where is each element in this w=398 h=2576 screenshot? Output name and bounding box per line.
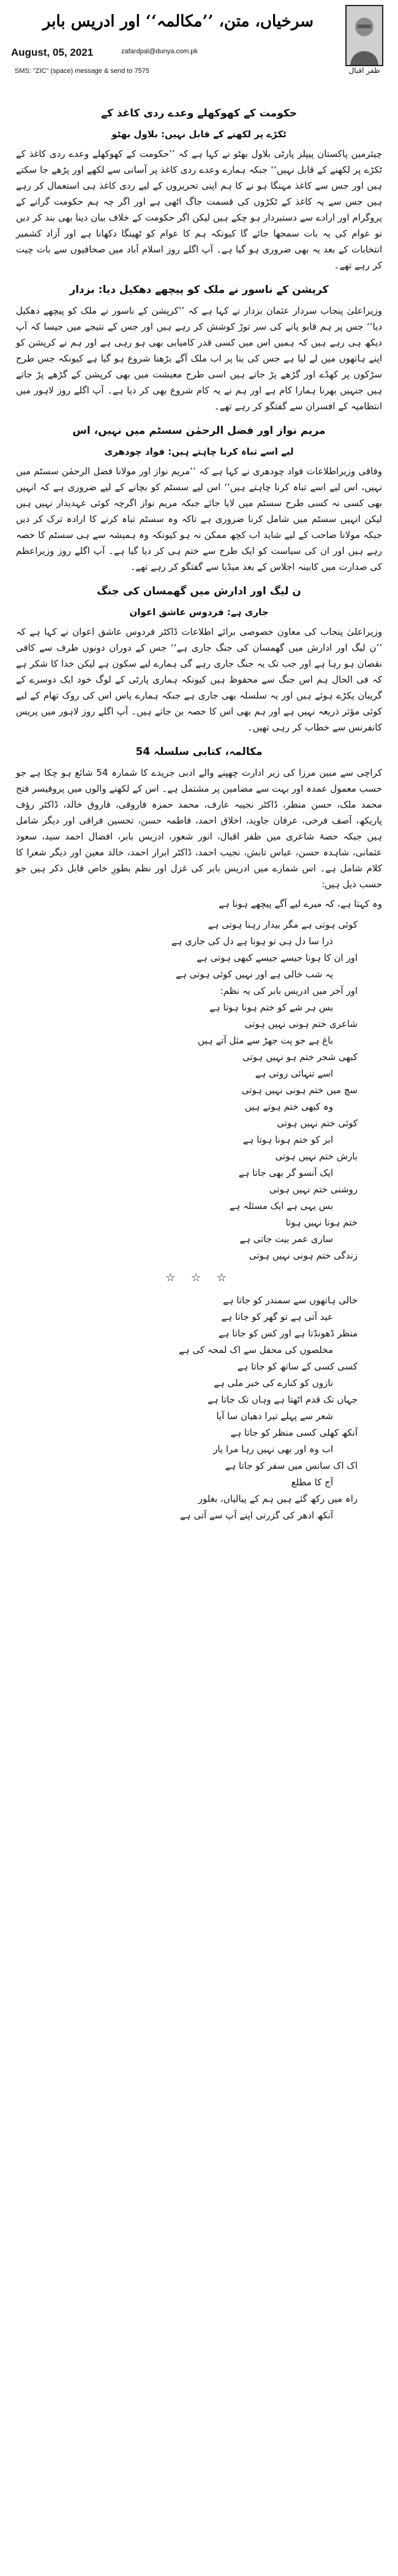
column-body: [16, 97, 382, 1529]
poem-line: اسے تنہائی روتی ہے: [255, 1068, 333, 1079]
sms-instructions: SMS: "ZIC" (space) message & send to 7575: [15, 67, 149, 75]
author-name: ظفر اقبال: [348, 66, 380, 75]
poem-line: یہ شب خالی ہے اور نہیں کوئی ہوتی ہے: [176, 969, 333, 980]
publish-date: August, 05, 2021: [11, 47, 94, 58]
author-portrait-icon: [347, 6, 382, 65]
section-paragraph: کراچی سے مبین مرزا کی زیر ادارت چھپنے والے ادبی جریدے کا شمارہ 54 شائع ہو چکا ہے جو حسب معمول عمدہ اور بہت سے مضامین پر مشتمل ہے۔ اس کے لکھنے والوں میں پروفیسر فتح محمد ملک، حسن منظر، ڈاکٹر نجیبہ عارف، محمد حمزہ فاروقی، فاروق خالد، ڈاکٹر رؤف پاریکھ، آصف فرخی، عرفان جاوید، اخلاق احمد، فاطمہ حسن، تحسین فراقی اور دیگر شامل ہیں جبکہ حصۂ شاعری میں ظفر اقبال، انور شعور، ادریس بابر، افضال احمد سید، سعود عثمانی، شاہدہ حسن، عباس تابش، نجیب احمد، ڈاکٹر ابرار احمد، خالد معین اور دیگر شعرا کا کلام شامل ہے۔ اس شمارے میں ادریس بابر کی غزل اور نظم بطورِ خاص قابل ذکر ہیں جو حسب ذیل ہیں:: [16, 767, 382, 890]
poem-line: شاعری ختم ہونی نہیں ہوتی: [244, 1018, 358, 1029]
poem-nazm: [113, 917, 358, 1264]
author-email[interactable]: zafardpal@dunya.com.pk: [121, 48, 198, 55]
section-bilawal: [16, 105, 382, 273]
poem-line: آج کا مطلع: [291, 1477, 333, 1488]
section-paragraph: وزیراعلیٰ پنجاب سردار عثمان بزدار نے کہا ہے کہ ’’کرپشن کے ناسور نے ملک کو پیچھے دھکیل دیا‘‘ جس پر ہم قابو پانے کی سر توڑ کوشش کر رہے ہیں اور جس کے نتیجے میں جیسا کہ آپ دیکھ ہی رہے ہیں کہ ہمیں اس میں کسی قدر کامیابی بھی ہو رہی ہے اور ہم نے کرپشن کو اپنے ہاتھوں میں لے لیا ہے جس کی بنا پر اب ملک آگے بڑھنا شروع ہو گیا ہے کیونکہ جس طرح سڑکوں پر کھڈے اور گڑھے پڑ جاتے ہیں اسی طرح معیشت میں بھی کرپشن کے گڑھے پڑ جاتے ہیں جنہیں بھرنا ہمارا کام ہے اور ہم نے یہ کام شروع بھی کر دیا ہے۔ آپ اگلے روز لاہور میں انتظامیہ کے افسران سے گفتگو کر رہے تھے۔: [16, 305, 382, 412]
section-divider-stars: ☆ ☆ ☆: [165, 1271, 233, 1284]
poem-ghazal: [113, 1292, 358, 1524]
poem-line: زندگی ختم ہونی نہیں ہوتی: [249, 1250, 358, 1261]
poem-line: آنکھ کھلی کسی منظر کو جاتا ہے: [230, 1427, 358, 1438]
poem-line: روشنی ختم نہیں ہوتی: [269, 1184, 358, 1195]
column-title: سرخیاں، متن، ’’مکالمہ‘‘ اور ادریس بابر: [42, 12, 314, 31]
poem-line: ذرا سا دل ہی تو ہونا ہے دل کی جاری ہے: [171, 936, 333, 947]
poem-line: منظر ڈھونڈتا ہے اور کس کو جاتا ہے: [218, 1328, 358, 1339]
section-paragraph: وزیراعلیٰ پنجاب کی معاون خصوصی برائے اطلاعات ڈاکٹر فردوس عاشق اعوان نے کہا ہے کہ ’’ن لیگ اور ادارش میں گھمسان کی جنگ جاری ہے‘‘ جس کے دوران دونوں طرف سے کافی نقصان ہو رہا ہے اور جب تک یہ جنگ جاری رہے گی ہمارے لیے سکون ہے لیکن خدا کا شکر ہے کہ فی الحال ہم اس جنگ سے محفوظ ہیں کیونکہ ہماری پارٹی کے لوگ خود ایک دوسرے کے گریبان پکڑے ہوئے ہیں اور یہ سلسلہ بھی جاری ہے جبکہ ہمارے پاس اس کی روک تھام کے لیے کوئی مؤثر ذریعہ نہیں ہے اور ہم بھی اس کا حصہ بن جاتے ہیں۔ آپ اگلے روز لاہور میں پریس کانفرنس سے خطاب کر رہی تھیں۔: [16, 626, 382, 733]
poem-intro: وہ کہتا ہے، کہ میرے لیے آگے پیچھے ہونا ہے: [219, 898, 382, 909]
poem-line: بارش ختم نہیں ہوتی: [275, 1151, 358, 1162]
poem-line: وہ کبھی ختم ہوتے ہیں: [244, 1101, 333, 1112]
column-header: [11, 4, 387, 96]
section-subhead: ٹکڑے پر لکھنے کے قابل نہیں: بلاول بھٹو: [111, 129, 287, 140]
poem-line: نازوں کو کنارے کی خبر ملی ہے: [214, 1377, 333, 1388]
poem-line: کسی کسی کے ساتھ کو جاتا ہے: [237, 1361, 358, 1372]
section-paragraph: وفاقی وزیراطلاعات فواد چودھری نے کہا ہے کہ ’’مریم نواز اور مولانا فضل الرحمٰن سسٹم میں نہیں، اس لیے اسے تباہ کرنا چاہتے ہیں‘‘ اس لیے سسٹم کو بچانے کے لیے ضروری ہے کہ انہیں بھی کسی نہ کسی طرح سسٹم میں لایا جائے جبکہ مریم نواز اگرچہ کوئی عہدیدار نہیں ہیں لیکن انہیں سسٹم میں شامل کرنا ضروری ہے تاکہ وہ سسٹم تباہ کرنے کا ارادہ ترک کر دیں جبکہ مولانا صاحب کے لیے شاید اب کچھ ممکن نہ ہو کیونکہ وہ ہمیشہ سے ہی سسٹم کا حصہ رہے ہیں اور ان کی سیاست کو ایک طرح سے ختم ہی کر دیا گیا ہے۔ آپ اگلے روز وزیراعظم کی صدارت میں کابینہ اجلاس کے بعد میڈیا سے گفتگو کر رہے تھے۔: [16, 466, 382, 572]
section-heading: حکومت کے کھوکھلے وعدے ردی کاغذ کے: [100, 107, 298, 119]
poem-line: خالی ہاتھوں سے سمندر کو جاتا ہے: [222, 1295, 358, 1306]
section-heading: مکالمہ، کتابی سلسلہ 54: [135, 746, 263, 758]
section-heading: مریم نواز اور فضل الرحمٰن سسٹم میں نہیں، اس: [72, 425, 326, 437]
section-fawad: [16, 423, 382, 575]
poem-line: اب وہ اور بھی نہیں رہا مرا یار: [213, 1444, 333, 1455]
author-photo: [345, 5, 383, 66]
poem-line: بس یہی ہے ایک مسئلہ ہے: [229, 1200, 333, 1211]
poem-line: کوئی ہوتی ہے مگر بیدار رہنا ہوتی ہے: [208, 919, 358, 930]
section-heading: ن لیگ اور ادارش میں گھمسان کی جنگ: [97, 585, 301, 597]
poem-line: اور ان کا ہونا جیسے جیسے کبھی ہوتی ہے: [197, 952, 358, 963]
poem-line: ایک آنسو گر بھی جاتا ہے: [238, 1167, 333, 1178]
poem-line: اور آخر میں ادریس بابر کی یہ نظم:: [220, 985, 358, 996]
poem-line: سچ میں ختم ہونی نہیں ہوتی: [241, 1085, 358, 1096]
poem-line: ابر کو ختم ہونا ہوتا ہے: [242, 1134, 333, 1145]
poem-line: عید آتی ہے تو گھر کو جاتا ہے: [221, 1311, 333, 1322]
poem-line: مخلصوں کی محفل سے اک لمحہ کی ہے: [178, 1344, 333, 1355]
poem-line: شعر سے پہلے تیرا دھیان سا آیا: [216, 1411, 333, 1422]
section-heading: کرپشن کے ناسور نے ملک کو پیچھے دھکیل دیا: بزدار: [69, 284, 329, 296]
section-subhead: جاری ہے: فردوس عاشق اعوان: [129, 607, 269, 618]
section-firdous: [16, 583, 382, 735]
poem-line: اک اک سانس میں سفر کو جاتا ہے: [225, 1460, 358, 1471]
poem-line: بس ہر شے کو ختم ہونا ہوتا ہے: [209, 1002, 333, 1013]
poem-line: کوئی ختم نہیں ہوتی: [277, 1118, 358, 1129]
section-paragraph: چیئرمین پاکستان پیپلز پارٹی بلاول بھٹو نے کہا ہے کہ ’’حکومت کے کھوکھلے وعدے ردی کاغذ کے ٹکڑے پر لکھنے کے قابل نہیں‘‘ جبکہ ہمارے وعدے ردی کاغذ پر آسانی سے لکھے اور پڑھے جا سکتے ہیں اور جس سے کاغذ مہنگا ہو نے کا ہم اپنی تحریروں کے لیے ردی کاغذ ہی استعمال کر رہے ہیں جس سے یہ کاغذ کے ٹکڑوں کی قسمت جاگ اٹھی ہے اور اگر چہ ہم حکومت گرانے کے پروگرام اور ارادے سے دستبردار ہو چکے ہیں لیکن اگر حکومت کے خلاف بیان دینا بھی بند کر دیں تو عوام کی یہ بات سمجھا جائے گا کیونکہ ہم کا عوام کو ٹھینگا دکھانا ہے اور آزاد کشمیر انتخابات کے بعد یہ بھی ضروری ہو گیا ہے۔ آپ اگلے روز اسلام آباد میں صحافیوں سے بات چیت کر رہے تھے۔: [16, 148, 382, 271]
poem-line: راہ میں رکھ گئے ہیں ہم کے پیالیاں، بغلور: [198, 1493, 358, 1504]
poem-line: ختم ہونا نہیں ہوتا: [285, 1217, 358, 1228]
poem-line: آنکھ ادھر کی گزرتی اپنے آپ سے آتی ہے: [180, 1510, 333, 1521]
section-subhead: لیے اسے تباہ کرنا چاہتے ہیں: فواد چودھری: [104, 446, 294, 457]
section-buzdar: [16, 282, 382, 414]
poem-line: کبھی شجر ختم ہو نہیں ہوتی: [242, 1051, 358, 1063]
poem-line: جہاں تک قدم اٹھتا ہے وہاں تک جاتا ہے: [207, 1394, 358, 1405]
poem-line: ساری عمر بیت جاتی ہے: [239, 1233, 333, 1244]
poem-line: باغ ہے جو پت جھڑ سے مثل آتے ہیں: [198, 1035, 333, 1046]
section-mukalma: [16, 744, 382, 892]
